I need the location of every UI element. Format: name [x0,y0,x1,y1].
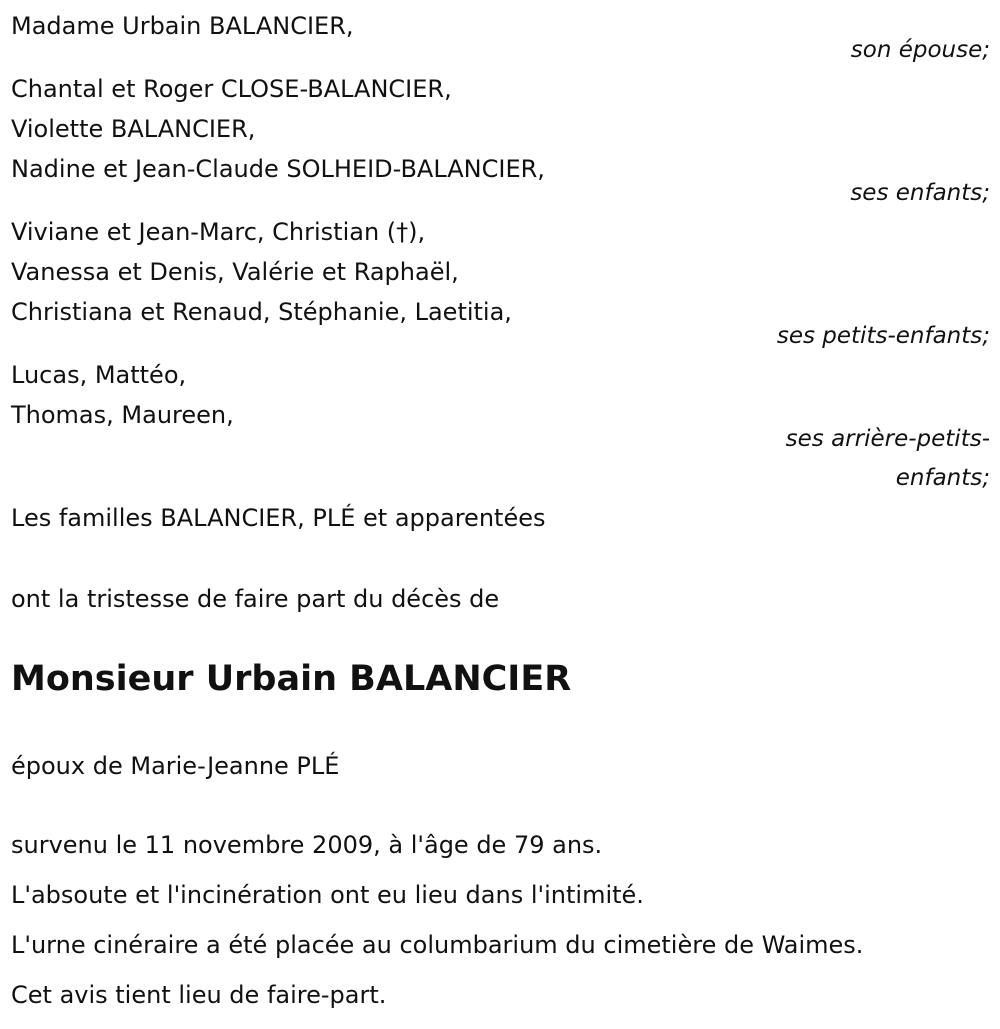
spouse-role: son épouse; [850,37,990,63]
child-line-3: Nadine et Jean-Claude SOLHEID-BALANCIER, [11,155,545,183]
great-grandchildren-role-line-1: ses arrière-petits- [785,426,990,452]
detail-line-ceremony: L'absoute et l'incinération ont eu lieu dans l'intimité. [11,881,644,909]
deceased-name: Monsieur Urbain BALANCIER [11,659,572,699]
child-line-1: Chantal et Roger CLOSE-BALANCIER, [11,75,452,103]
announcement-line: ont la tristesse de faire part du décès de [11,585,500,613]
spouse-name: Madame Urbain BALANCIER, [11,12,354,40]
detail-line-notice: Cet avis tient lieu de faire-part. [11,981,387,1009]
detail-line-date: survenu le 11 novembre 2009, à l'âge de 79 ans. [11,831,603,859]
great-grandchild-line-1: Lucas, Mattéo, [11,361,187,389]
grandchild-line-3: Christiana et Renaud, Stéphanie, Laetitia, [11,298,512,326]
great-grandchild-line-2: Thomas, Maureen, [11,401,234,429]
grandchildren-role: ses petits-enfants; [776,323,990,349]
families-line: Les familles BALANCIER, PLÉ et apparentées [11,504,546,532]
grandchild-line-2: Vanessa et Denis, Valérie et Raphaël, [11,258,459,286]
children-role: ses enfants; [850,180,990,206]
great-grandchildren-role-line-2: enfants; [895,465,990,491]
detail-line-urn: L'urne cinéraire a été placée au columbarium du cimetière de Waimes. [11,931,864,959]
spouse-of-line: époux de Marie-Jeanne PLÉ [11,752,340,780]
child-line-2: Violette BALANCIER, [11,115,256,143]
grandchild-line-1: Viviane et Jean-Marc, Christian (†), [11,218,426,246]
